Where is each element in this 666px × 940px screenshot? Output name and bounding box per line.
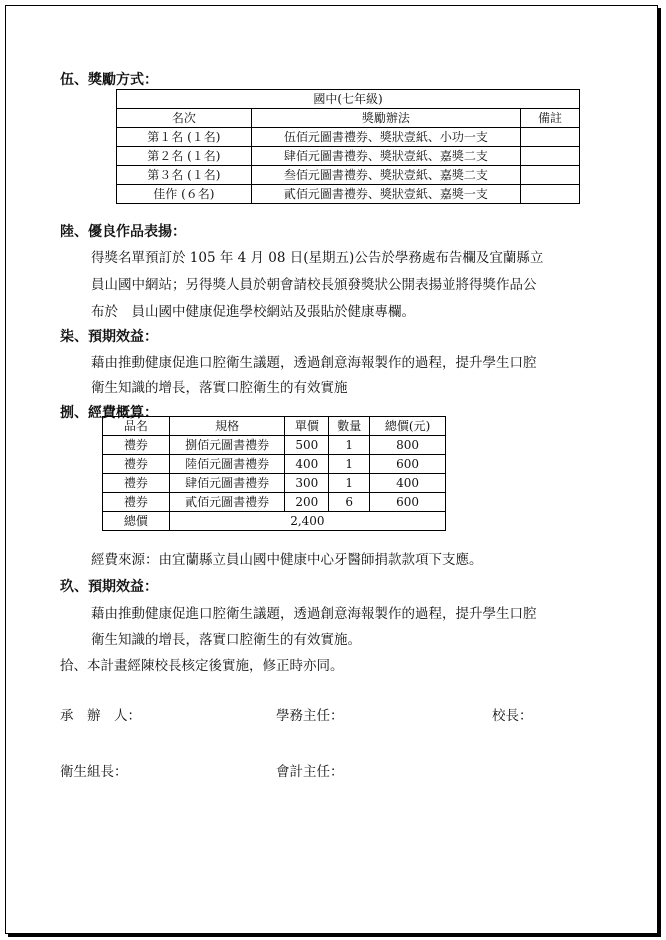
budget-item: 禮券	[103, 455, 170, 474]
budget-spec: 捌佰元圖書禮券	[169, 436, 285, 455]
award-table	[116, 89, 580, 204]
section8-heading: 捌、經費概算：	[60, 405, 158, 421]
award-method: 伍佰元圖書禮券、獎狀壹紙、小功一支	[251, 128, 520, 147]
section6-line: 得獎名單預訂於 105 年 4 月 08 日(星期五)公告於學務處布告欄及宜蘭縣立	[91, 250, 544, 266]
budget-total: 600	[370, 455, 446, 474]
budget-quantity: 1	[329, 474, 370, 493]
award-rank: 第３名 (１名)	[117, 166, 252, 185]
section6-line: 員山國中網站；另得獎人員於朝會請校長頒發獎狀公開表揚並將得獎作品公	[91, 277, 537, 293]
table-row	[103, 455, 446, 474]
budget-table	[102, 416, 446, 531]
document-page	[5, 5, 658, 934]
budget-total: 600	[370, 493, 446, 512]
budget-total: 400	[370, 474, 446, 493]
section9-heading: 玖、預期效益：	[60, 579, 158, 595]
budget-quantity: 1	[329, 455, 370, 474]
funding-note: 經費來源：由宜蘭縣立員山國中健康中心牙醫師捐款款項下支應。	[91, 552, 483, 568]
budget-header-total: 總價(元)	[370, 417, 446, 436]
budget-item: 禮券	[103, 493, 170, 512]
budget-header-unit-price: 單價	[285, 417, 329, 436]
budget-quantity: 1	[329, 436, 370, 455]
table-row	[117, 166, 580, 185]
budget-total-row	[103, 512, 446, 531]
award-header-rank: 名次	[117, 109, 252, 128]
award-note	[521, 166, 580, 185]
budget-spec: 肆佰元圖書禮券	[169, 474, 285, 493]
budget-table-header-row	[103, 417, 446, 436]
signature-health-section-chief: 衛生組長：	[60, 764, 128, 780]
budget-header-item: 品名	[103, 417, 170, 436]
section7-heading: 柒、預期效益：	[60, 329, 158, 345]
section5-heading: 伍、獎勵方式：	[60, 72, 158, 88]
award-note	[521, 147, 580, 166]
budget-unit-price: 400	[285, 455, 329, 474]
table-row	[117, 128, 580, 147]
budget-spec: 陸佰元圖書禮券	[169, 455, 285, 474]
budget-item: 禮券	[103, 436, 170, 455]
table-row	[117, 147, 580, 166]
signature-handler: 承 辦 人：	[60, 708, 141, 724]
budget-header-quantity: 數量	[329, 417, 370, 436]
signature-accounting-director: 會計主任：	[276, 764, 344, 780]
budget-item: 禮券	[103, 474, 170, 493]
award-rank: 第１名 (１名)	[117, 128, 252, 147]
budget-total-value: 2,400	[169, 512, 445, 531]
award-header-note: 備註	[521, 109, 580, 128]
budget-unit-price: 200	[285, 493, 329, 512]
section6-heading: 陸、優良作品表揚：	[60, 224, 186, 240]
table-row	[117, 185, 580, 204]
section6-line: 布於 員山國中健康促進學校網站及張貼於健康專欄。	[91, 304, 415, 320]
budget-unit-price: 300	[285, 474, 329, 493]
award-table-caption: 國中(七年級)	[117, 90, 580, 109]
table-row	[103, 436, 446, 455]
award-note	[521, 185, 580, 204]
award-table-header-row	[117, 109, 580, 128]
section10-text: 拾、本計畫經陳校長核定後實施，修正時亦同。	[60, 658, 344, 674]
award-rank: 第２名 (１名)	[117, 147, 252, 166]
budget-quantity: 6	[329, 493, 370, 512]
signature-principal: 校長：	[492, 708, 533, 724]
award-header-method: 獎勵辦法	[251, 109, 520, 128]
award-rank: 佳作 (６名)	[117, 185, 252, 204]
section7-line: 藉由推動健康促進口腔衛生議題，透過創意海報製作的過程，提升學生口腔	[91, 355, 537, 371]
budget-spec: 貳佰元圖書禮券	[169, 493, 285, 512]
table-row	[103, 493, 446, 512]
signature-student-affairs-director: 學務主任：	[276, 708, 344, 724]
award-method: 肆佰元圖書禮券、獎狀壹紙、嘉獎二支	[251, 147, 520, 166]
budget-header-spec: 規格	[169, 417, 285, 436]
table-row	[103, 474, 446, 493]
section9-line: 藉由推動健康促進口腔衛生議題，透過創意海報製作的過程，提升學生口腔	[91, 606, 537, 622]
section7-line: 衛生知識的增長，落實口腔衛生的有效實施	[91, 380, 348, 396]
budget-total-label: 總價	[103, 512, 170, 531]
section9-line: 衛生知識的增長，落實口腔衛生的有效實施。	[91, 632, 361, 648]
award-table-caption-row	[117, 90, 580, 109]
award-method: 貳佰元圖書禮券、獎狀壹紙、嘉獎一支	[251, 185, 520, 204]
budget-unit-price: 500	[285, 436, 329, 455]
budget-total: 800	[370, 436, 446, 455]
award-method: 叁佰元圖書禮券、獎狀壹紙、嘉獎二支	[251, 166, 520, 185]
award-note	[521, 128, 580, 147]
